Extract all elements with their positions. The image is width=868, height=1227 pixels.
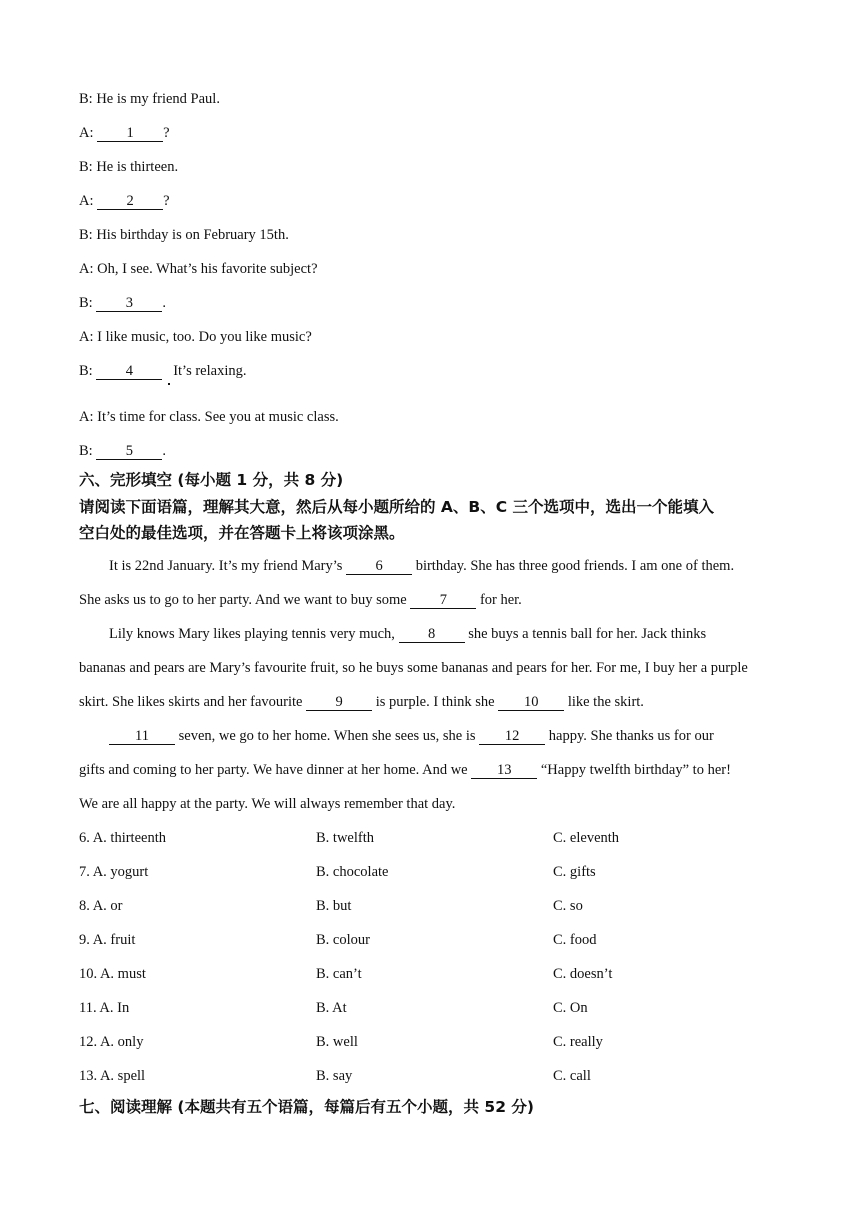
- passage-line: Lily knows Mary likes playing tennis very much, 8 she buys a tennis ball for her. Jack thinks: [109, 626, 707, 642]
- option-a[interactable]: 8. A. or: [79, 898, 123, 914]
- option-c[interactable]: C. On: [553, 1000, 588, 1016]
- cloze-blank-13[interactable]: 13: [471, 762, 537, 779]
- answer-blank-4[interactable]: 4: [96, 363, 162, 380]
- cloze-blank-12[interactable]: 12: [479, 728, 545, 745]
- option-b[interactable]: B. At: [316, 1000, 347, 1016]
- option-b[interactable]: B. but: [316, 898, 352, 914]
- passage-line: It is 22nd January. It’s my friend Mary’s 6 birthday. She has three good friends. I am one of them.: [109, 558, 735, 574]
- option-c[interactable]: C. food: [553, 932, 597, 948]
- cloze-blank-11[interactable]: 11: [109, 728, 175, 745]
- option-c[interactable]: C. so: [553, 898, 583, 914]
- option-b[interactable]: B. twelfth: [316, 830, 374, 846]
- option-b[interactable]: B. well: [316, 1034, 358, 1050]
- option-a[interactable]: 10. A. must: [79, 966, 146, 982]
- passage-line: skirt. She likes skirts and her favourite 9 is purple. I think she 10 like the skirt.: [79, 694, 644, 710]
- cloze-blank-7[interactable]: 7: [410, 592, 476, 609]
- dialogue-line: A: 2 ?: [79, 193, 170, 209]
- passage-line: We are all happy at the party. We will always remember that day.: [79, 796, 456, 812]
- option-c[interactable]: C. call: [553, 1068, 591, 1084]
- cloze-blank-6[interactable]: 6: [346, 558, 412, 575]
- section6-heading: 六、完形填空 (每小题 1 分，共 8 分): [79, 471, 344, 489]
- cloze-blank-9[interactable]: 9: [306, 694, 372, 711]
- cloze-blank-10[interactable]: 10: [498, 694, 564, 711]
- cloze-blank-8[interactable]: 8: [399, 626, 465, 643]
- dialogue-line: B: He is my friend Paul.: [79, 91, 220, 107]
- answer-blank-5[interactable]: 5: [96, 443, 162, 460]
- option-a[interactable]: 13. A. spell: [79, 1068, 146, 1084]
- option-b[interactable]: B. colour: [316, 932, 370, 948]
- passage-line: bananas and pears are Mary’s favourite fruit, so he buys some bananas and pears for her. For me, I buy her a purple: [79, 660, 748, 676]
- option-a[interactable]: 11. A. In: [79, 1000, 130, 1016]
- dialogue-line: A: I like music, too. Do you like music?: [79, 329, 312, 345]
- dialogue-line: B: 4 It’s relaxing.: [79, 363, 247, 379]
- section6-instruction: 请阅读下面语篇，理解其大意，然后从每小题所给的 A、B、C 三个选项中，选出一个能填入: [79, 498, 714, 516]
- dialogue-line: B: He is thirteen.: [79, 159, 179, 175]
- option-a[interactable]: 6. A. thirteenth: [79, 830, 166, 846]
- dialogue-line: A: 1 ?: [79, 125, 170, 141]
- option-a[interactable]: 7. A. yogurt: [79, 864, 149, 880]
- stray-dot: [168, 383, 170, 385]
- option-b[interactable]: B. say: [316, 1068, 353, 1084]
- option-c[interactable]: C. really: [553, 1034, 603, 1050]
- passage-line: gifts and coming to her party. We have dinner at her home. And we 13 “Happy twelfth birthday” to her!: [79, 762, 731, 778]
- dialogue-line: B: 5 .: [79, 443, 166, 459]
- option-b[interactable]: B. chocolate: [316, 864, 389, 880]
- answer-blank-2[interactable]: 2: [97, 193, 163, 210]
- dialogue-line: B: 3 .: [79, 295, 166, 311]
- option-b[interactable]: B. can’t: [316, 966, 362, 982]
- dialogue-line: A: Oh, I see. What’s his favorite subject?: [79, 261, 318, 277]
- option-a[interactable]: 9. A. fruit: [79, 932, 136, 948]
- passage-line: 11 seven, we go to her home. When she sees us, she is 12 happy. She thanks us for our: [109, 727, 829, 745]
- dialogue-line: B: His birthday is on February 15th.: [79, 227, 289, 243]
- option-a[interactable]: 12. A. only: [79, 1034, 144, 1050]
- answer-blank-3[interactable]: 3: [96, 295, 162, 312]
- answer-blank-1[interactable]: 1: [97, 125, 163, 142]
- section7-heading: 七、阅读理解 (本题共有五个语篇，每篇后有五个小题，共 52 分): [79, 1098, 534, 1116]
- option-c[interactable]: C. doesn’t: [553, 966, 613, 982]
- option-c[interactable]: C. gifts: [553, 864, 596, 880]
- dialogue-line: A: It’s time for class. See you at music class.: [79, 409, 339, 425]
- option-c[interactable]: C. eleventh: [553, 830, 620, 846]
- section6-instruction: 空白处的最佳选项，并在答题卡上将该项涂黑。: [79, 524, 405, 542]
- passage-line: She asks us to go to her party. And we want to buy some 7 for her.: [79, 592, 522, 608]
